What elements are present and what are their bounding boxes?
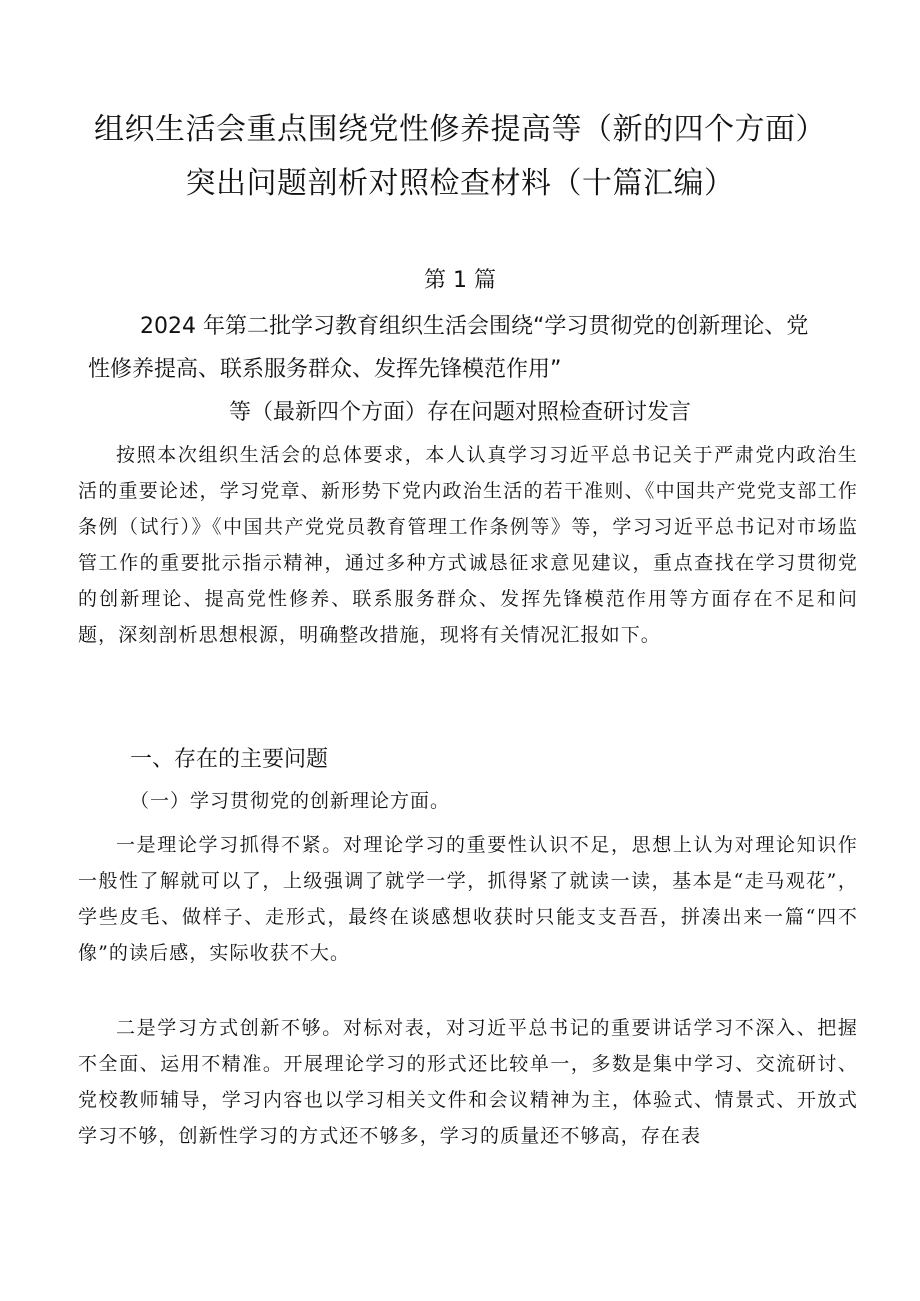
title-line-1: 组织生活会重点围绕党性修养提高等（新的四个方面） xyxy=(94,112,826,147)
subtitle-line-2: 性修养提高、联系服务群众、发挥先锋模范作用” xyxy=(88,357,562,382)
title-line-2: 突出问题剖析对照检查材料（十篇汇编） xyxy=(185,166,735,201)
chapter-number: 第 1 篇 xyxy=(424,268,496,293)
paragraph-point-1: 一是理论学习抓得不紧。对理论学习的重要性认识不足，思想上认为对理论知识作一般性了解就可以了，上级强调了就学一学，抓得紧了就读一读，基本是“走马观花”，学些皮毛、做样子、走形式，最终在谈感想收获时只能支支吾吾，拼凑出来一篇“四不像”的读后感，实际收获不大。 xyxy=(78,834,858,964)
intro-paragraph: 按照本次组织生活会的总体要求，本人认真学习习近平总书记关于严肃党内政治生活的重要论述，学习党章、新形势下党内政治生活的若干准则、《中国共产党党支部工作条例（试行）》《中国共产党党员教育管理工作条例等》等，学习习近平总书记对市场监管工作的重要批示指示精神，通过多种方式诚恳征求意见建议，重点查找在学习贯彻党的创新理论、提高党性修养、联系服务群众、发挥先锋模范作用等方面存在不足和问题，深刻剖析思想根源，明确整改措施，现将有关情况汇报如下。 xyxy=(78,444,858,646)
subtitle-line-3: 等（最新四个方面）存在问题对照检查研讨发言 xyxy=(228,400,691,425)
paragraph-point-2: 二是学习方式创新不够。对标对表，对习近平总书记的重要讲话学习不深入、把握不全面、运用不精准。开展理论学习的形式还比较单一，多数是集中学习、交流研讨、党校教师辅导，学习内容也以学习相关文件和会议精神为主，体验式、情景式、开放式学习不够，创新性学习的方式还不够多，学习的质量还不够高，存在表 xyxy=(78,1017,858,1147)
subtitle-line-1: 2024 年第二批学习教育组织生活会围绕“学习贯彻党的创新理论、党 xyxy=(140,314,809,339)
document-title xyxy=(60,103,860,211)
sub-heading: （一）学习贯彻党的创新理论方面。 xyxy=(130,790,451,812)
section-heading: 一、存在的主要问题 xyxy=(130,747,329,772)
